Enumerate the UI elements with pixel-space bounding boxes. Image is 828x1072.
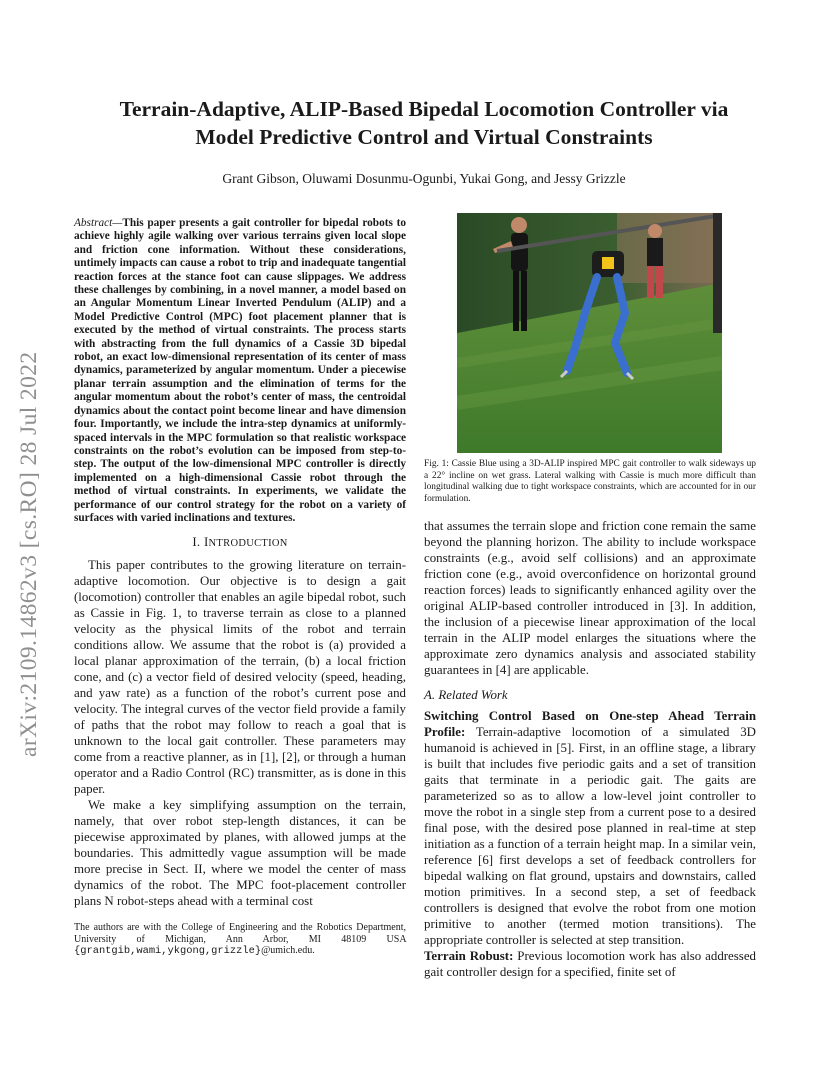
arxiv-identifier: arXiv:2109.14862v3 [cs.RO] 28 Jul 2022 bbox=[16, 351, 42, 757]
footnote-emails: {grantgib,wami,ykgong,grizzle} bbox=[74, 945, 262, 958]
abstract bbox=[74, 217, 406, 525]
affiliation-footnote bbox=[74, 922, 406, 957]
figure-1-photo bbox=[457, 213, 722, 453]
related-work-paragraph-1 bbox=[424, 708, 756, 948]
abstract-body: This paper presents a gait controller for bipedal robots to achieve highly agile walking over various terrains given local slope and friction cone information. Without these considerations, untimely impacts can cause a robot to trip and inadequate tangential reaction forces at the stance foot can cause slippages. We address these challenges by combining, in a novel manner, a model based on an Angular Momentum Linear Inverted Pendulum (ALIP) and a Model Predictive Control (MPC) foot placement planner that is executed by the method of virtual constraints. The process starts with abstracting from the full dynamics of a Cassie 3D bipedal robot, an exact low-dimensional representation of its center of mass dynamics, parameterized by angular momentum. Under a piecewise planar terrain assumption and the elimination of terms for the angular momentum about the robot’s center of mass, the centroidal dynamics about the contact point become linear and have dimension four. Importantly, we include the intra-step dynamics at uniformly-spaced intervals in the MPC formulation so that realistic workspace constraints on the robot’s evolution can be imposed from step-to-step. The output of the low-dimensional MPC controller is directly implemented on a high-dimensional Cassie robot through the method of virtual constraints. In experiments, we validate the performance of our control strategy for the robot on a variety of surfaces with varied inclinations and textures. bbox=[74, 217, 406, 524]
abstract-lead: Abstract— bbox=[74, 217, 123, 229]
related-work-p2-text: Previous locomotion work has also addressed gait controller design for a specified, finite set of bbox=[424, 949, 756, 979]
intro-paragraph-1: This paper contributes to the growing literature on terrain-adaptive locomotion. Our objective is to design a gait (locomotion) controller that enables an agile bipedal robot, such as Cassie in Fig. 1, to traverse terrain as close to a planned velocity as the physical limits of the robot and terrain conditions allow. We assume that the robot is (a) provided a local planar approximation of the terrain, (b) a local friction cone, and (c) a vector field of desired velocity (speed, heading, and yaw rate) as a function of the robot’s current pose and velocity. The integral curves of the vector field provide a family of paths that the robot may follow to reach a goal that is unknown to the local gait controller. These parameters may come from a reactive planner, as in [1], [2], or through a human operator and a Radio Control (RC) transmitter, as is done in this paper. bbox=[74, 558, 406, 797]
title-line-2: Model Predictive Control and Virtual Constraints bbox=[195, 125, 653, 149]
intro-paragraph-2: We make a key simplifying assumption on the terrain, namely, that over robot step-length distances, it can be piecewise approximated by planes, with allowed jumps at the boundaries. This admittedly vague assumption will be made more precise in Sect. II, where we model the center of mass dynamics of the robot. The MPC foot-placement controller plans N robot-steps ahead with a terminal cost bbox=[74, 798, 406, 909]
intro-paragraph-continued: that assumes the terrain slope and friction cone remain the same beyond the planning horizon. The ability to include workspace constraints (e.g., avoid self collisions) and an approximate friction cone (e.g., avoid overconfidence on horizontal ground reaction forces) leads to significantly enhanced agility over the original ALIP-based controller introduced in [3]. In addition, the inclusion of a piecewise linear approximation of the local terrain in the ALIP model enlarges the situations where the approximate zero dynamics analysis and associated stability guarantees in [4] are applicable. bbox=[424, 519, 756, 677]
left-column bbox=[74, 217, 406, 958]
related-work-p1-text: Terrain-adaptive locomotion of a simulated 3D humanoid is achieved in [5]. First, in an offline stage, a library is built that includes five periodic gaits and a set of transition gaits that terminate in a periodic gait. The gaits are parameterized so as to allow a low-level joint controller to move the robot in a single step from a current pose to a desired final pose, with the desired pose planned in real-time at step initiation as a function of a terrain height map. In a similar vein, reference [6] first develops a set of feedback controllers for bipedal walking on flat ground, upstairs and downstairs, called motion primitives. In a second step, a set of feedback controllers is designed that evolve the robot from one motion primitive to another (termed motion transitions). The appropriate controller is selected at step transition. bbox=[424, 725, 756, 947]
related-work-paragraph-2 bbox=[424, 948, 756, 980]
cassie-on-grass-photo bbox=[457, 213, 722, 453]
footnote-domain: @umich.edu. bbox=[261, 945, 315, 957]
right-column bbox=[424, 518, 756, 980]
person-edge bbox=[713, 213, 722, 333]
paper-title bbox=[60, 95, 788, 151]
footnote-text: The authors are with the College of Engineering and the Robotics Department, University of Michigan, Ann Arbor, MI 48109 USA bbox=[74, 922, 406, 945]
section-first-letter: I bbox=[203, 535, 209, 550]
author-list: Grant Gibson, Oluwami Dosunmu-Ogunbi, Yukai Gong, and Jessy Grizzle bbox=[222, 171, 626, 186]
related-work-p1-heading: Switching Control Based on One-step Ahead Terrain Profile: bbox=[424, 709, 756, 739]
section-numeral: I. bbox=[192, 535, 204, 550]
title-line-1: Terrain-Adaptive, ALIP-Based Bipedal Locomotion Controller via bbox=[119, 97, 729, 121]
figure-1-caption: Fig. 1: Cassie Blue using a 3D-ALIP inspired MPC gait controller to walk sideways up a 22° incline on wet grass. Lateral walking with Cassie is much more difficult than longitudinal walking due to tight workspace constraints, which are accounted for in our formulation. bbox=[424, 459, 756, 504]
section-title-rest: NTRODUCTION bbox=[208, 538, 288, 550]
subsection-related-work: A. Related Work bbox=[424, 688, 508, 702]
related-work-p2-heading: Terrain Robust: bbox=[424, 949, 514, 963]
section-heading-introduction bbox=[74, 535, 406, 550]
